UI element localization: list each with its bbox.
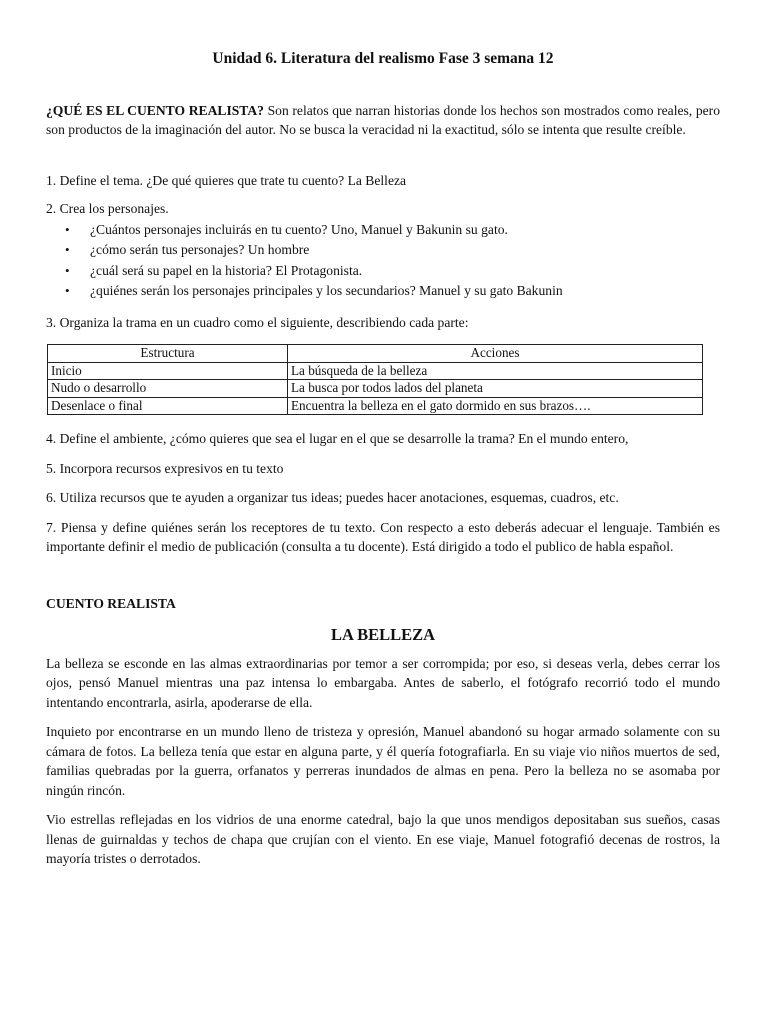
page-title: Unidad 6. Literatura del realismo Fase 3 semana 12	[212, 50, 554, 67]
intro-text: Son relatos que narran historias donde los hechos son mostrados como reales, pero son productos de la imaginación del autor. No se busca la veracidad ni la exactitud, sólo se intenta que resulte creíble.	[46, 102, 720, 137]
table-cell: Nudo o desarrollo	[48, 380, 288, 398]
table-cell: La búsqueda de la belleza	[288, 362, 703, 380]
list-item: • ¿cuál será su papel en la historia? El Protagonista.	[90, 261, 720, 282]
section-label: CUENTO REALISTA	[46, 595, 176, 611]
story-title: LA BELLEZA	[330, 625, 436, 644]
table-row	[48, 397, 703, 415]
step-5: 5. Incorpora recursos expresivos en tu texto	[46, 460, 284, 476]
step-3: 3. Organiza la trama en un cuadro como el siguiente, describiendo cada parte:	[46, 314, 469, 330]
step-4: 4. Define el ambiente, ¿cómo quieres que sea el lugar en el que se desarrolle la trama? En el mundo entero,	[46, 431, 629, 446]
table-cell: Encuentra la belleza en el gato dormido en sus brazos….	[288, 397, 703, 415]
step-1: 1. Define el tema. ¿De qué quieres que trate tu cuento? La Belleza	[46, 172, 407, 188]
list-item: • ¿cómo serán tus personajes? Un hombre	[90, 240, 720, 261]
table-header-row	[48, 345, 703, 363]
table-cell: Desenlace o final	[48, 397, 288, 415]
header-acciones: Acciones	[288, 345, 703, 363]
story-paragraph: La belleza se esconde en las almas extraordinarias por temor a ser corrompida; por eso, si deseas verla, debes cerrar los ojos, pensó Manuel mientras una paz intensa lo embargaba. Antes de saberlo, el fotógrafo recorrió todo el mundo intentando encontrarla, asirla, apoderarse de ella.	[46, 655, 720, 710]
table-cell: Inicio	[48, 362, 288, 380]
character-questions-list	[46, 220, 720, 302]
table-cell: La busca por todos lados del planeta	[288, 380, 703, 398]
step-2: 2. Crea los personajes.	[46, 201, 169, 216]
story-paragraph: Vio estrellas reflejadas en los vidrios de una enorme catedral, bajo la que unos mendigos depositaban sus sueños, casas llenas de guirnaldas y techos de chapa que crujían con el viento. En ese viaje, Manuel fotografió decenas de rostros, la mayoría tristes o derrotados.	[46, 812, 720, 866]
header-estructura: Estructura	[48, 345, 288, 363]
list-item: • ¿quiénes serán los personajes principales y los secundarios? Manuel y su gato Bakunin	[90, 281, 720, 302]
step-7: 7. Piensa y define quiénes serán los receptores de tu texto. Con respecto a esto deberás adecuar el lenguaje. También es importante definir el medio de publicación (consulta a tu docente). Está dirigido a todo el publico de habla español.	[46, 519, 720, 554]
table-row	[48, 362, 703, 380]
list-item: • ¿Cuántos personajes incluirás en tu cuento? Uno, Manuel y Bakunin su gato.	[90, 220, 720, 241]
intro-paragraph	[46, 69, 720, 140]
step-6: 6. Utiliza recursos que te ayuden a organizar tus ideas; puedes hacer anotaciones, esquemas, cuadros, etc.	[46, 490, 619, 505]
story-paragraph: Inquieto por encontrarse en un mundo lleno de tristeza y opresión, Manuel abandonó su hogar armado solamente con su cámara de fotos. La belleza tenía que estar en alguna parte, y él quería fotografiarla. En su viaje vio niños muertos de sed, familias quebradas por la guerra, orfanatos y perreras inundados de almas en pena. Pero la belleza no se asomaba por ningún rincón.	[46, 724, 720, 798]
table-row	[48, 380, 703, 398]
intro-heading: ¿QUÉ ES EL CUENTO REALISTA?	[46, 102, 264, 118]
plot-structure-table	[47, 344, 703, 415]
